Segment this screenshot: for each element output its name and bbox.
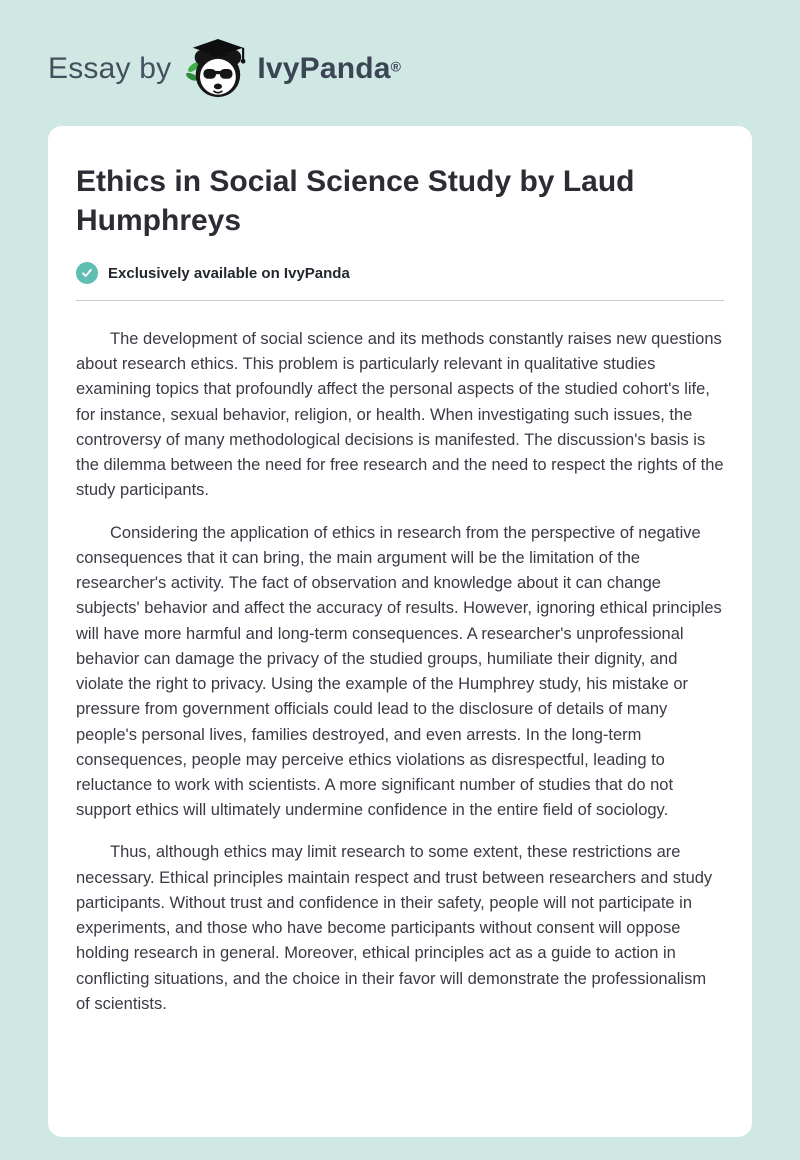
page-title: Ethics in Social Science Study by Laud Humphreys bbox=[76, 165, 635, 237]
panda-logo-icon bbox=[185, 38, 247, 100]
check-icon bbox=[76, 262, 98, 284]
essay-body bbox=[76, 327, 724, 1017]
essay-paragraph: The development of social science and its methods constantly raises new questions about research ethics. This problem is particularly relevant in qualitative studies examining topics that profoundly affect the personal aspects of the studied cohort's life, for instance, sexual behavior, religion, or health. When investigating such issues, the controversy of many methodological decisions is manifested. The discussion's basis is the dilemma between the need for free research and the need to respect the rights of the study participants. bbox=[76, 330, 724, 500]
brand-name: IvyPanda® bbox=[257, 52, 401, 85]
essay-card bbox=[48, 126, 752, 1137]
essay-by-label: Essay by bbox=[48, 52, 172, 85]
divider bbox=[76, 300, 724, 301]
availability-row bbox=[76, 262, 724, 284]
essay-paragraph: Thus, although ethics may limit research to some extent, these restrictions are necessary. Ethical principles maintain respect and trust between researchers and study participants. Without trust and confidence in their safety, people will not participate in experiments, and those who have become participants without consent will oppose holding research in general. Moreover, ethical principles act as a guide to action in conflicting situations, and the choice in their favor will demonstrate the professionalism of scientists. bbox=[76, 843, 713, 1013]
ivypanda-logo[interactable] bbox=[185, 38, 401, 100]
availability-label: Exclusively available on IvyPanda bbox=[108, 264, 350, 282]
registered-mark: ® bbox=[390, 58, 401, 75]
page-header bbox=[0, 0, 800, 126]
essay-paragraph: Considering the application of ethics in research from the perspective of negative consequences that it can bring, the main argument will be the limitation of the researcher's activity. The fact of observation and knowledge about it can change subjects' behavior and affect the accuracy of results. However, ignoring ethical principles will have more harmful and long-term consequences. A researcher's unprofessional behavior can damage the privacy of the studied groups, humiliate their dignity, and violate the right to privacy. Using the example of the Humphrey study, his mistake or pressure from government officials could lead to the disclosure of details of many people's personal lives, families destroyed, and even arrests. In the long-term consequences, people may perceive ethics violations as disrespectful, leading to reluctance to work with scientists. A more significant number of studies that do not support ethics will ultimately undermine confidence in the entire field of sociology. bbox=[76, 523, 722, 820]
